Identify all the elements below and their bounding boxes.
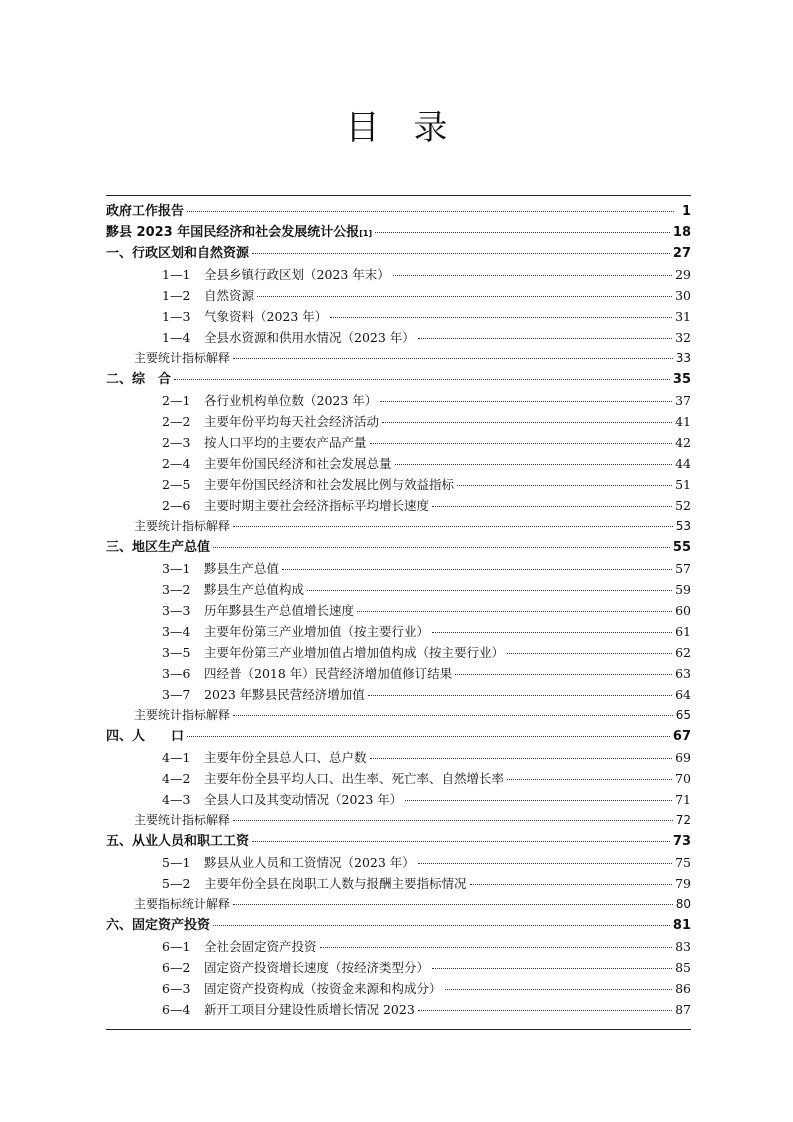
toc-page-number: 79 — [675, 876, 691, 891]
dot-leader — [320, 947, 673, 948]
toc-entry-table[interactable] — [106, 453, 691, 474]
dot-leader — [432, 968, 672, 969]
toc-page-number: 69 — [675, 750, 691, 765]
toc-entry-table[interactable] — [106, 747, 691, 768]
toc-page-number: 80 — [675, 897, 691, 911]
toc-entry-label: 四经普（2018 年）民营经济增加值修订结果 — [204, 666, 453, 681]
toc-entry-number: 5—1 — [162, 855, 191, 870]
toc-entry-note[interactable] — [106, 810, 691, 831]
toc-entry-table[interactable] — [106, 768, 691, 789]
toc-entry-label: 主要统计指标解释 — [134, 519, 231, 533]
toc-entry-section[interactable] — [106, 201, 691, 222]
toc-entry-number: 2—4 — [162, 456, 191, 471]
toc-entry-number: 3—7 — [162, 687, 191, 702]
toc-entry-number: 6—4 — [162, 1002, 191, 1017]
toc-page-number: 81 — [672, 918, 691, 933]
toc-page-number: 59 — [675, 582, 691, 597]
toc-page-number: 18 — [672, 225, 691, 240]
dot-leader — [432, 506, 672, 507]
dot-leader — [507, 653, 672, 654]
toc-entry-number: 2—3 — [162, 435, 191, 450]
toc-entry-label: 三、地区生产总值 — [106, 540, 211, 555]
toc-entry-label: 黟县 2023 年国民经济和社会发展统计公报 — [106, 225, 360, 240]
dot-leader — [357, 611, 672, 612]
footnote-marker: [1] — [359, 229, 373, 238]
dot-leader — [257, 296, 672, 297]
toc-entry-number: 2—6 — [162, 498, 191, 513]
toc-page-number: 57 — [675, 561, 691, 576]
toc-entry-label: 五、从业人员和职工工资 — [106, 834, 250, 849]
toc-page-number: 27 — [672, 246, 691, 261]
toc-page-number: 33 — [675, 351, 691, 365]
toc-entry-number: 4—3 — [162, 792, 191, 807]
toc-entry-table[interactable] — [106, 495, 691, 516]
toc-entry-section[interactable] — [106, 537, 691, 558]
toc-entry-label: 四、人 口 — [106, 729, 185, 744]
toc-entry-table[interactable] — [106, 789, 691, 810]
toc-entry-table[interactable] — [106, 474, 691, 495]
toc-entry-table[interactable] — [106, 873, 691, 894]
toc-page-number: 73 — [672, 834, 691, 849]
toc-page-number: 70 — [675, 771, 691, 786]
toc-entry-number: 1—3 — [162, 309, 191, 324]
dot-leader — [418, 338, 672, 339]
dot-leader — [307, 590, 672, 591]
dot-leader — [395, 464, 673, 465]
title-rule-bottom — [106, 1029, 691, 1030]
dot-leader — [405, 800, 672, 801]
dot-leader — [233, 715, 673, 716]
toc-entry-label: 主要年份国民经济和社会发展总量 — [204, 456, 392, 471]
toc-entry-section[interactable] — [106, 243, 691, 264]
dot-leader — [375, 232, 670, 233]
toc-entry-section[interactable] — [106, 222, 691, 243]
toc-page-number: 55 — [672, 540, 691, 555]
dot-leader — [282, 569, 672, 570]
toc-entry-label: 一、行政区划和自然资源 — [106, 246, 250, 261]
toc-entry-section[interactable] — [106, 726, 691, 747]
dot-leader — [187, 211, 674, 212]
toc-entry-table[interactable] — [106, 621, 691, 642]
dot-leader — [370, 758, 673, 759]
toc-entry-section[interactable] — [106, 369, 691, 390]
toc-page-number: 60 — [675, 603, 691, 618]
dot-leader — [418, 863, 672, 864]
table-of-contents — [106, 201, 691, 1020]
toc-page-number: 31 — [675, 309, 691, 324]
toc-entry-label: 2023 年黟县民营经济增加值 — [204, 687, 365, 702]
toc-entry-number: 1—1 — [162, 267, 191, 282]
toc-page-number: 37 — [675, 393, 691, 408]
toc-entry-number: 3—5 — [162, 645, 191, 660]
toc-entry-label: 主要统计指标解释 — [134, 351, 231, 365]
toc-entry-table[interactable] — [106, 852, 691, 873]
toc-entry-number: 3—2 — [162, 582, 191, 597]
dot-leader — [252, 253, 670, 254]
toc-entry-label: 固定资产投资增长速度（按经济类型分） — [204, 960, 430, 975]
toc-entry-table[interactable] — [106, 999, 691, 1020]
toc-page-number: 64 — [675, 687, 691, 702]
toc-entry-table[interactable] — [106, 411, 691, 432]
toc-entry-label: 气象资料（2023 年） — [204, 309, 328, 324]
toc-entry-number: 3—3 — [162, 603, 191, 618]
toc-entry-label: 主要统计指标解释 — [134, 813, 231, 827]
dot-leader — [445, 989, 673, 990]
toc-entry-table[interactable] — [106, 432, 691, 453]
toc-entry-number: 6—2 — [162, 960, 191, 975]
toc-entry-number: 3—1 — [162, 561, 191, 576]
toc-entry-number: 2—5 — [162, 477, 191, 492]
toc-entry-table[interactable] — [106, 684, 691, 705]
toc-page-number: 30 — [675, 288, 691, 303]
toc-entry-label: 主要指标统计解释 — [134, 897, 231, 911]
toc-entry-table[interactable] — [106, 663, 691, 684]
toc-entry-label: 二、综 合 — [106, 372, 172, 387]
dot-leader — [370, 443, 673, 444]
toc-entry-table[interactable] — [106, 558, 691, 579]
dot-leader — [233, 358, 673, 359]
toc-entry-label: 主要年份全县平均人口、出生率、死亡率、自然增长率 — [204, 771, 505, 786]
toc-page-number: 61 — [675, 624, 691, 639]
dot-leader — [233, 820, 673, 821]
dot-leader — [418, 1010, 672, 1011]
toc-page-number: 32 — [675, 330, 691, 345]
dot-leader — [432, 632, 672, 633]
dot-leader — [252, 841, 670, 842]
toc-entry-number: 4—1 — [162, 750, 191, 765]
toc-entry-number: 3—4 — [162, 624, 191, 639]
toc-entry-table[interactable] — [106, 957, 691, 978]
toc-entry-label: 主要统计指标解释 — [134, 708, 231, 722]
dot-leader — [187, 736, 670, 737]
toc-entry-table[interactable] — [106, 285, 691, 306]
toc-entry-label: 主要年份全县总人口、总户数 — [204, 750, 367, 765]
toc-entry-section[interactable] — [106, 831, 691, 852]
toc-entry-label: 黟县生产总值 — [204, 561, 280, 576]
toc-entry-table[interactable] — [106, 264, 691, 285]
toc-page-number: 62 — [675, 645, 691, 660]
dot-leader — [393, 275, 672, 276]
toc-entry-label: 主要年份国民经济和社会发展比例与效益指标 — [204, 477, 455, 492]
toc-entry-note[interactable] — [106, 516, 691, 537]
dot-leader — [382, 422, 672, 423]
toc-entry-table[interactable] — [106, 642, 691, 663]
toc-entry-number: 2—2 — [162, 414, 191, 429]
toc-page-number: 71 — [675, 792, 691, 807]
toc-page-number: 72 — [675, 813, 691, 827]
toc-entry-label: 主要年份平均每天社会经济活动 — [204, 414, 380, 429]
toc-entry-label: 新开工项目分建设性质增长情况 2023 — [204, 1002, 415, 1017]
toc-page-number: 75 — [675, 855, 691, 870]
toc-page-number: 29 — [675, 267, 691, 282]
dot-leader — [330, 317, 672, 318]
toc-entry-table[interactable] — [106, 390, 691, 411]
toc-page-number: 67 — [672, 729, 691, 744]
toc-entry-note[interactable] — [106, 894, 691, 915]
toc-page-number: 53 — [675, 519, 691, 533]
toc-entry-label: 主要年份全县在岗职工人数与报酬主要指标情况 — [204, 876, 467, 891]
toc-page-number: 44 — [675, 456, 691, 471]
toc-entry-label: 六、固定资产投资 — [106, 918, 211, 933]
toc-entry-table[interactable] — [106, 306, 691, 327]
title-rule-top — [106, 195, 691, 196]
toc-entry-label: 全社会固定资产投资 — [204, 939, 317, 954]
dot-leader — [174, 379, 670, 380]
toc-entry-label: 黟县从业人员和工资情况（2023 年） — [204, 855, 415, 870]
toc-page-number: 86 — [675, 981, 691, 996]
dot-leader — [457, 485, 672, 486]
toc-entry-number: 6—3 — [162, 981, 191, 996]
toc-entry-number: 5—2 — [162, 876, 191, 891]
toc-entry-number: 6—1 — [162, 939, 191, 954]
toc-page-number: 41 — [675, 414, 691, 429]
toc-page-number: 87 — [675, 1002, 691, 1017]
toc-entry-table[interactable] — [106, 600, 691, 621]
toc-entry-section[interactable] — [106, 915, 691, 936]
toc-entry-number: 1—4 — [162, 330, 191, 345]
dot-leader — [213, 925, 670, 926]
toc-entry-table[interactable] — [106, 978, 691, 999]
toc-entry-table[interactable] — [106, 579, 691, 600]
toc-entry-label: 全县人口及其变动情况（2023 年） — [204, 792, 403, 807]
toc-entry-table[interactable] — [106, 327, 691, 348]
dot-leader — [368, 695, 672, 696]
toc-page-number: 52 — [675, 498, 691, 513]
toc-entry-label: 政府工作报告 — [106, 204, 185, 219]
toc-entry-label: 历年黟县生产总值增长速度 — [204, 603, 355, 618]
dot-leader — [455, 674, 672, 675]
dot-leader — [233, 526, 673, 527]
toc-page-number: 63 — [675, 666, 691, 681]
toc-entry-label: 各行业机构单位数（2023 年） — [204, 393, 378, 408]
toc-page-number: 51 — [675, 477, 691, 492]
toc-entry-number: 2—1 — [162, 393, 191, 408]
dot-leader — [213, 547, 670, 548]
toc-page-number: 65 — [675, 708, 691, 722]
page-title: 目 录 — [345, 108, 448, 148]
toc-entry-label: 黟县生产总值构成 — [204, 582, 305, 597]
toc-page-number: 85 — [675, 960, 691, 975]
toc-entry-label: 全县水资源和供用水情况（2023 年） — [204, 330, 415, 345]
dot-leader — [233, 904, 673, 905]
toc-entry-table[interactable] — [106, 936, 691, 957]
toc-entry-note[interactable] — [106, 348, 691, 369]
dot-leader — [507, 779, 672, 780]
toc-entry-label: 按人口平均的主要农产品产量 — [204, 435, 367, 450]
toc-entry-number: 4—2 — [162, 771, 191, 786]
toc-page-number: 83 — [675, 939, 691, 954]
toc-page-number: 42 — [675, 435, 691, 450]
toc-entry-number: 3—6 — [162, 666, 191, 681]
toc-entry-note[interactable] — [106, 705, 691, 726]
toc-entry-label: 全县乡镇行政区划（2023 年末） — [204, 267, 390, 282]
toc-page-number: 1 — [681, 204, 691, 219]
toc-entry-number: 1—2 — [162, 288, 191, 303]
dot-leader — [380, 401, 672, 402]
toc-page-number: 35 — [672, 372, 691, 387]
toc-entry-label: 固定资产投资构成（按资金来源和构成分） — [204, 981, 442, 996]
toc-entry-label: 主要年份第三产业增加值占增加值构成（按主要行业） — [204, 645, 505, 660]
toc-entry-label: 自然资源 — [204, 288, 255, 303]
toc-entry-label: 主要时期主要社会经济指标平均增长速度 — [204, 498, 430, 513]
dot-leader — [470, 884, 673, 885]
toc-entry-label: 主要年份第三产业增加值（按主要行业） — [204, 624, 430, 639]
